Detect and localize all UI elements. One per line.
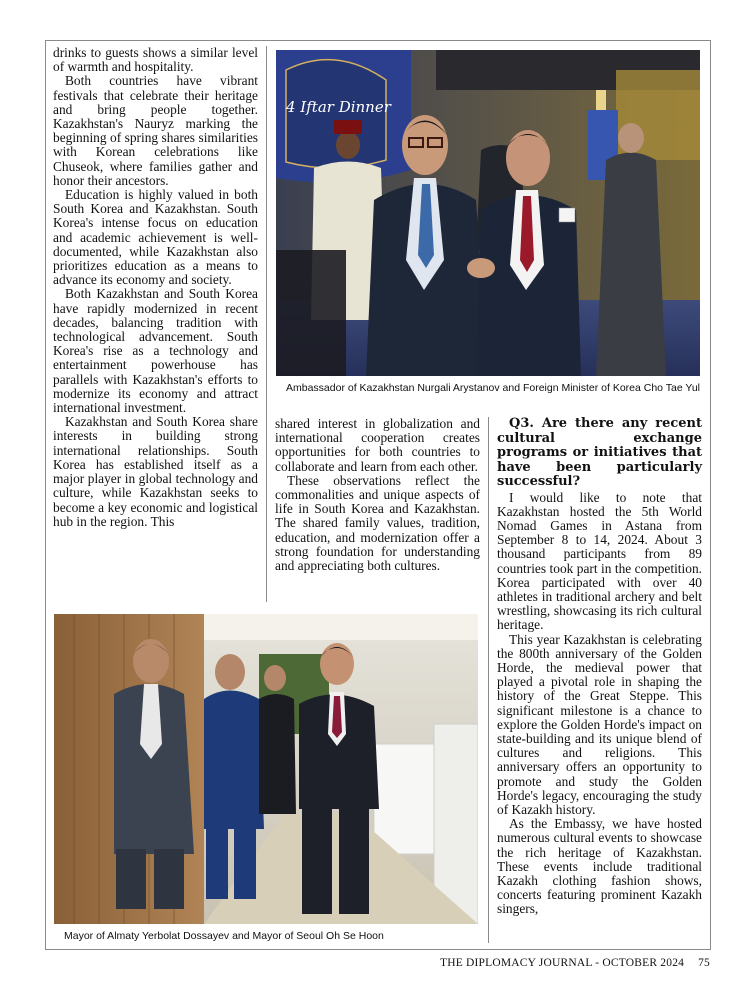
- publication-name: THE DIPLOMACY JOURNAL - OCTOBER 2024: [439, 957, 685, 969]
- paragraph: shared interest in globalization and international cooperation creates opportunities for both countries to collaborate and learn from each other.: [275, 416, 480, 474]
- paragraph: As the Embassy, we have hosted numerous cultural events to showcase the rich heritage of Kazakhstan. These events include traditional Kazakh clothing fashion shows, concerts featuring prominent Kazakh singers,: [497, 816, 702, 917]
- paragraph: Education is highly valued in both South Korea and Kazakhstan. South Korea's intense focus on education and academic achievement is well-documented, while Kazakhstan also prioritizes education as a means to advance its economy and society.: [53, 187, 258, 288]
- paragraph: This year Kazakhstan is celebrating the 800th anniversary of the Golden Horde, the medieval power that played a pivotal role in shaping the history of the Great Steppe. This significant milestone is a chance to explore the Golden Horde's impact on state-building and its unique blend of cultures and religions. This anniversary offers an opportunity to promote and study the Golden Horde's legacy, encouraging the study of Kazakh history.: [497, 631, 702, 817]
- handshake-photo-illustration: [276, 50, 700, 376]
- paragraph: These observations reflect the commonalities and unique aspects of life in South Korea and Kazakhstan. The shared family values, tradition, education, and modernization offer a strong foundation for understanding and appreciating both cultures.: [275, 472, 480, 574]
- article-column-3: [497, 417, 702, 917]
- photo-caption: Mayor of Almaty Yerbolat Dossayev and Mayor of Seoul Oh Se Hoon: [64, 930, 384, 942]
- paragraph: Both Kazakhstan and South Korea have rapidly modernized in recent decades, balancing tradition with technological advancement. South Korea's rise as a technology and entertainment powerhouse has parallels with Kazakhstan's efforts to modernize its economy and attract international investment.: [53, 286, 258, 416]
- page-footer: [440, 957, 710, 969]
- column-divider: [266, 46, 267, 602]
- photo-mayors-walking: [54, 614, 478, 924]
- paragraph: I would like to note that Kazakhstan hosted the 5th World Nomad Games in Astana from September 8 to 14, 2024. About 3 thousand participants from 89 countries took part in the competition. Korea participated with over 40 athletes in traditional archery and belt wrestling, showcasing its rich cultural heritage.: [497, 489, 702, 633]
- photo-ambassador-handshake: [276, 50, 700, 376]
- mayors-photo-illustration: [54, 614, 478, 924]
- column-divider: [488, 417, 489, 943]
- photo-caption: Ambassador of Kazakhstan Nurgali Arystanov and Foreign Minister of Korea Cho Tae Yul: [286, 382, 701, 394]
- page-number: 75: [698, 957, 710, 969]
- article-column-1: [53, 46, 258, 529]
- paragraph: Kazakhstan and South Korea share interests in building strong international relationships. South Korea has established itself as a major player in global technology and culture, while Kazakhstan seeks to become a key economic and logistical hub in the region. This: [53, 414, 258, 529]
- paragraph: drinks to guests shows a similar level of warmth and hospitality.: [53, 45, 258, 75]
- article-column-2: [275, 417, 480, 573]
- banner-text: 4 Iftar Dinner: [286, 98, 391, 116]
- interview-question: Q3. Are there any recent cultural exchange programs or initiatives that have been particularly successful?: [497, 416, 702, 489]
- paragraph: Both countries have vibrant festivals that celebrate their heritage and bring people together. Kazakhstan's Nauryz marking the beginning of spring shares similarities with Korean celebrations like Chuseok, where families gather and honor their ancestors.: [53, 73, 258, 188]
